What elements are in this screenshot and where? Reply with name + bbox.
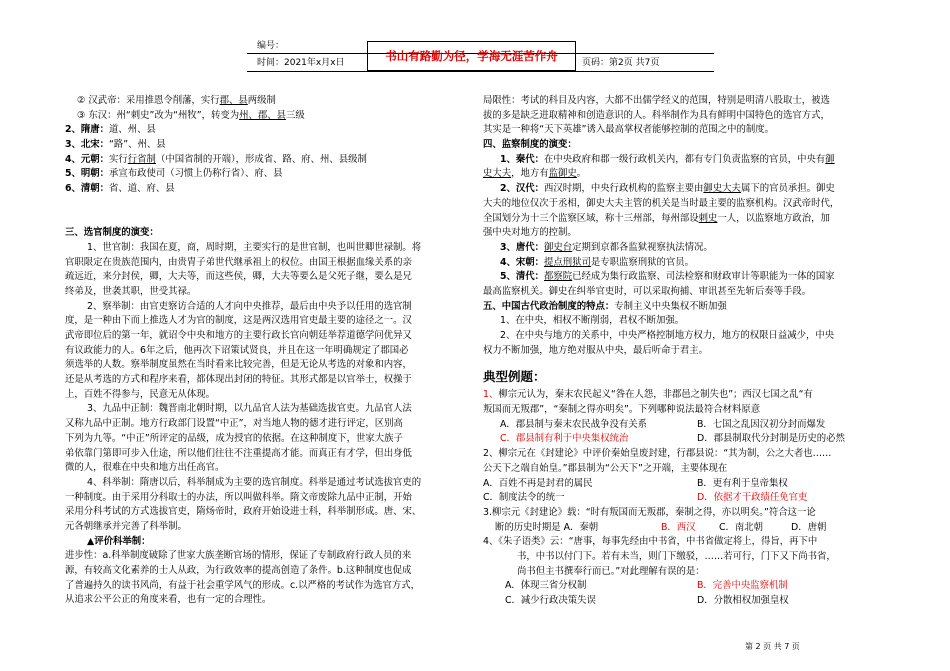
supervision-song: 4、宋朝：提点刑狱司是专职监察刑狱的官员。 <box>500 256 695 268</box>
option-1c-answer: C．郡县制有利于中央集权统治 <box>500 433 629 445</box>
option-1d: D．郡县制取代分封制是历史的必然 <box>697 433 845 445</box>
examples-title: 典型例题： <box>483 369 546 385</box>
question-3-line2: 断的历史时期是 A．秦朝 B．西汉 C．南北朝 D．唐朝 <box>483 521 893 536</box>
doc-no-label: 编号： <box>257 41 285 51</box>
section-4-title: 四、监察制度的演变： <box>483 139 577 151</box>
time-label: 时间：2021年x月x日 <box>257 58 345 68</box>
paragraph-jiupin: 3、九品中正制：魏晋南北朝时期，以九品官人法为基础选拔官吏。九品官人法 又称九品中正制。地方行政部门设置“中正”，对当地人物的德才进行评定，区别高 下列为九等。“中正”所评定的品级，成为授官的依据。在这种制度下，世家大族子 弟依靠门第即可步入仕途，所以他们往往不注重提高才能。而真正有才学，但出身低 微的人，很难在中央和地方出任高官。 <box>65 403 412 474</box>
motto-box: 书山有路勤为径，学海无涯苦作舟 <box>367 41 576 71</box>
header-rule-bottom <box>247 71 714 72</box>
admin-line-donghan: ③ 东汉：州“刺史”改为“州牧”，转变为州、郡、县三级 <box>77 109 305 121</box>
right-column <box>483 94 893 609</box>
section-5-title: 五、中国古代政治制度的特点：专制主义中央集权不断加强 <box>483 300 727 312</box>
supervision-qing-line2: 最高监察机关。御史在纠举官吏时，可以采取拘捕、审讯甚至先斩后奏等手段。 <box>483 285 812 297</box>
admin-line-yuan: 4、元朝：实行行省制（中国省制的开端），形成省、路、府、州、县级制 <box>65 153 367 165</box>
page-label: 页码：第2页 共7页 <box>582 58 660 68</box>
question-2-options-ab <box>483 477 893 492</box>
paragraph-keju: 4、科举制：隋唐以后，科举制成为主要的选官制度。科举是通过考试选拔官吏的 一种制度。由于采用分科取士的办法，所以叫做科举。隋文帝废除九品中正制，开始 采用分科考试的方式选拔官吏，隋炀帝时，政府开始设进士科，科举制形成。唐、宋、 元各朝继承并完善了科举制。 <box>65 476 422 532</box>
supervision-qing-line1: 5、清代：都察院已经成为集行政监察、司法检察和财政审计等职能为一体的国家 <box>500 271 835 283</box>
paragraph-shiguan: 1、世官制：我国在夏，商，周时期，主要实行的是世官制，也叫世卿世禄制。将 官职限定在贵族范围内，由贵胄子弟世代继承祖上的权位。由国王根据血缘关系的亲 疏远近，来分封侯，卿，大夫等，而这些侯，卿，大夫等要么是父死子继，要么是兄 终弟及，世袭其职，世受其禄。 <box>65 241 422 297</box>
question-4-line1: 4、《朱子语类》云：“唐事，每事先经由中书省，中书省做定将上，得旨，再下中 <box>483 536 818 548</box>
question-4-line3: 尚书但主书撰奉行而已。”对此理解有误的是： <box>517 565 705 577</box>
admin-line-qing: 6、清朝：省、道、府、县 <box>65 183 175 195</box>
question-1-options-ab <box>483 418 893 433</box>
page-footer: 第 2 页 共 7 页 <box>745 642 800 651</box>
eval-keju-title: ▲评价科举制： <box>87 535 151 547</box>
supervision-qin-line1: 1、秦代：在中央政府和郡一级行政机关内，都有专门负责监察的官员，中央有御 <box>500 153 835 165</box>
option-2c: C．制度法令的统一 <box>483 492 565 504</box>
option-2b: B．更有利于皇帝集权 <box>697 477 788 489</box>
left-column <box>65 94 475 608</box>
paragraph-keju-eval: 进步性：a.科举制度破除了世家大族垄断官场的情形，保证了专制政府行政人员的来 源，有较高文化素养的士人从政，为行政效率的提高创造了条件。b.这种制度也促成 了普遍持久的读书风尚，有益于社会重学风气的形成。c.以严格的考试作为选官方式， 从追求公平公正的角度来看，也有一定的合理性。 <box>65 550 421 606</box>
admin-line-ming: 5、明朝：承宣布政使司（习惯上仍称行省）、府、县 <box>65 168 283 180</box>
question-1-options-cd <box>483 432 893 447</box>
question-4-line2: 书，中书以付门下。若有未当，则门下缴驳，……若可行，门下又下尚书省， <box>517 550 836 562</box>
option-2d-answer: D．依据才干政绩任免官吏 <box>697 492 808 504</box>
question-2-line1: 2、柳宗元在《封建论》中评价秦始皇废封建，行郡县说：“其为制，公之大者也…… <box>483 448 832 460</box>
option-4c: C．减少行政决策失误 <box>505 595 596 606</box>
option-2a: A．百姓不再是封君的属民 <box>483 477 593 489</box>
supervision-han-line4: 强中央对地方的控制。 <box>483 227 577 239</box>
supervision-qin-line2: 史大夫，地方有监御史。 <box>483 168 587 180</box>
option-4a: A．体现三省分权制 <box>505 580 587 592</box>
feature-2-line1: 2、在中央与地方的关系中，中央严格控制地方权力，地方的权限日益减少，中央 <box>500 330 835 341</box>
option-1b: B．七国之乱因汉初分封而爆发 <box>697 418 826 430</box>
paragraph-chaju: 2、察举制：由官吏察访合适的人才向中央推荐，最后由中央予以任用的选官制 度，是一种由下而上推选人才为官的制度，这是两汉选用官吏最主要的途径之一。汉 武帝即位后的第一年，就诏令中央和地方的主要行政长官向朝廷举荐道德学问优异又 有议政能力的人。6年之后，他再次下诏策试贤良，并且在这一年明确规定了郡国必 须选举的人数。察举制度虽然在当时看来比较完善，但是无论从考选的对象和内容， 还是从考选的方式和程序来看，都体现出封闭的特征。其形式都是以官举士，权操于 上，百姓不得参与，民意无从体现。 <box>65 300 412 400</box>
admin-line-suitang: 2、隋唐：道、州、县 <box>65 124 156 136</box>
option-3c: C．南北朝 <box>719 521 764 533</box>
option-4d: D．分散相权加强皇权 <box>697 595 789 606</box>
section-3-title: 三、选官制度的演变： <box>65 227 159 239</box>
option-1a: A．郡县制与秦末农民战争没有关系 <box>500 418 648 430</box>
question-2-line2: 公天下之端自始皇。”郡县制为“公天下”之开端，主要体现在 <box>483 462 728 474</box>
question-1-line2: 叛国而无叛郡”，“秦制之得亦明矣”。下列哪种说法最符合材料原意 <box>483 404 761 416</box>
feature-2-line2: 权力不断加强，地方绝对服从中央，最后听命于君主。 <box>483 344 709 356</box>
paragraph-keju-limit: 局限性：考试的科目及内容，大都不出儒学经义的范围，特别是明清八股取士，被选 拔的多是缺乏进取精神和创造意识的人。科举制作为具有鲜明中国特色的选官方式， 其实是一种将“天下英雄”诱入最高掌权者能够控制的范围之中的制度。 <box>483 95 830 136</box>
question-1-line1: 1、柳宗元认为，秦末农民起义“咎在人怨，非郡邑之制失也”；西汉七国之乱“有 <box>483 389 813 401</box>
option-3b-answer: B．西汉 <box>661 521 696 533</box>
feature-1: 1、在中央，相权不断削弱，君权不断加强。 <box>500 315 685 327</box>
question-4-options-cd <box>483 594 893 609</box>
supervision-han-line2: 大夫的地位仅次于丞相，御史大夫主管的机关是当时最主要的监察机构。汉武帝时代， <box>483 197 840 209</box>
option-3d: D．唐朝 <box>791 521 827 533</box>
supervision-han-line3: 全国划分为十三个监察区域，称十三州部，每州部设刺史一人，以监察地方政治，加 <box>483 212 830 224</box>
option-4b-answer: B．完善中央监察机制 <box>697 580 788 592</box>
question-4-options-ab <box>483 579 893 594</box>
admin-line-han-wudi: ② 汉武帝：采用推恩令削藩，实行郡、县两级制 <box>77 95 276 106</box>
question-3-line1: 3.柳宗元《封建论》载：“时有叛国而无叛郡，秦制之得，亦以明矣。”符合这一论 <box>483 506 816 518</box>
supervision-han-line1: 2、汉代：西汉时期，中央行政机构的监察主要由御史大夫属下的官员承担。御史 <box>500 183 835 195</box>
supervision-tang: 3、唐代：御史台定期到京都各监狱视察执法情况。 <box>500 241 713 253</box>
admin-line-beisong: 3、北宋：“路”、州、县 <box>65 139 166 151</box>
question-2-options-cd <box>483 491 893 506</box>
